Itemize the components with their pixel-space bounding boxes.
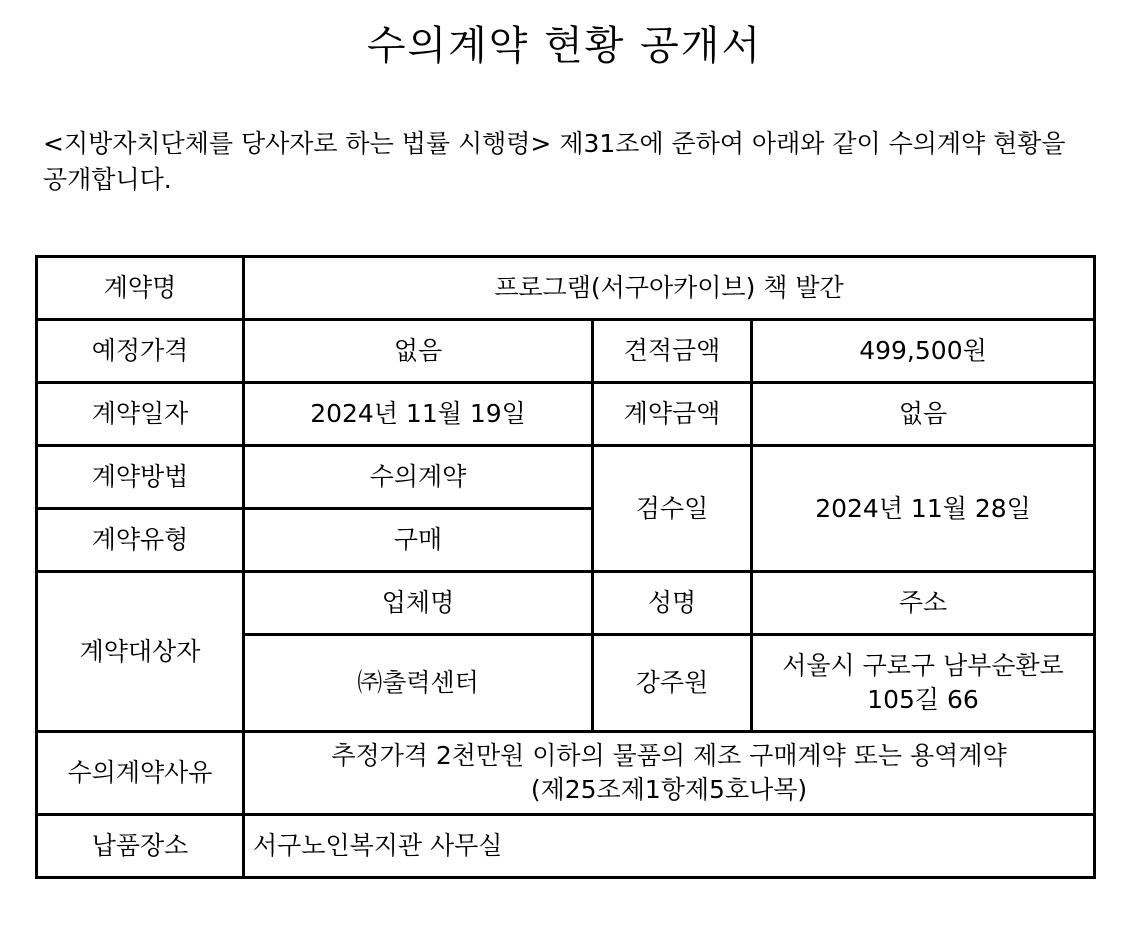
row-reason	[37, 732, 1095, 815]
contractor-label: 계약대상자	[37, 572, 244, 732]
contract-method-label: 계약방법	[37, 446, 244, 509]
delivery-place-value: 서구노인복지관 사무실	[244, 815, 1095, 878]
contract-method-value: 수의계약	[244, 446, 593, 509]
contract-name-label: 계약명	[37, 257, 244, 320]
row-prices	[37, 320, 1095, 383]
row-contract-name	[37, 257, 1095, 320]
row-delivery-place	[37, 815, 1095, 878]
contract-name-value: 프로그램(서구아카이브) 책 발간	[244, 257, 1095, 320]
reason-line-2: (제25조제1항제5호나목)	[530, 775, 808, 804]
page-title: 수의계약 현황 공개서	[366, 23, 763, 69]
reason-label: 수의계약사유	[37, 732, 244, 815]
address-value	[752, 635, 1095, 732]
address-line-2: 105길 66	[867, 685, 979, 714]
company-value: ㈜출력센터	[244, 635, 593, 732]
row-contract-method	[37, 446, 1095, 509]
quote-amount-label: 견적금액	[593, 320, 752, 383]
row-contract-date	[37, 383, 1095, 446]
quote-amount-value: 499,500원	[752, 320, 1095, 383]
intro-text: <지방자치단체를 당사자로 하는 법률 시행령> 제31조에 준하여 아래와 같이 수의계약 현황을 공개합니다.	[43, 129, 1066, 194]
contract-type-label: 계약유형	[37, 509, 244, 572]
name-header: 성명	[593, 572, 752, 635]
reason-line-1: 추정가격 2천만원 이하의 물품의 제조 구매계약 또는 용역계약	[331, 741, 1007, 770]
contract-amount-value: 없음	[752, 383, 1095, 446]
delivery-place-label: 납품장소	[37, 815, 244, 878]
name-value: 강주원	[593, 635, 752, 732]
row-contractor-header	[37, 572, 1095, 635]
contract-date-label: 계약일자	[37, 383, 244, 446]
address-line-1: 서울시 구로구 남부순환로	[782, 651, 1064, 680]
estimated-price-value: 없음	[244, 320, 593, 383]
estimated-price-label: 예정가격	[37, 320, 244, 383]
contract-amount-label: 계약금액	[593, 383, 752, 446]
reason-value	[244, 732, 1095, 815]
contract-table	[35, 255, 1096, 879]
address-header: 주소	[752, 572, 1095, 635]
inspection-date-label: 검수일	[593, 446, 752, 572]
company-header: 업체명	[244, 572, 593, 635]
contract-type-value: 구매	[244, 509, 593, 572]
contract-date-value: 2024년 11월 19일	[244, 383, 593, 446]
inspection-date-value: 2024년 11월 28일	[752, 446, 1095, 572]
